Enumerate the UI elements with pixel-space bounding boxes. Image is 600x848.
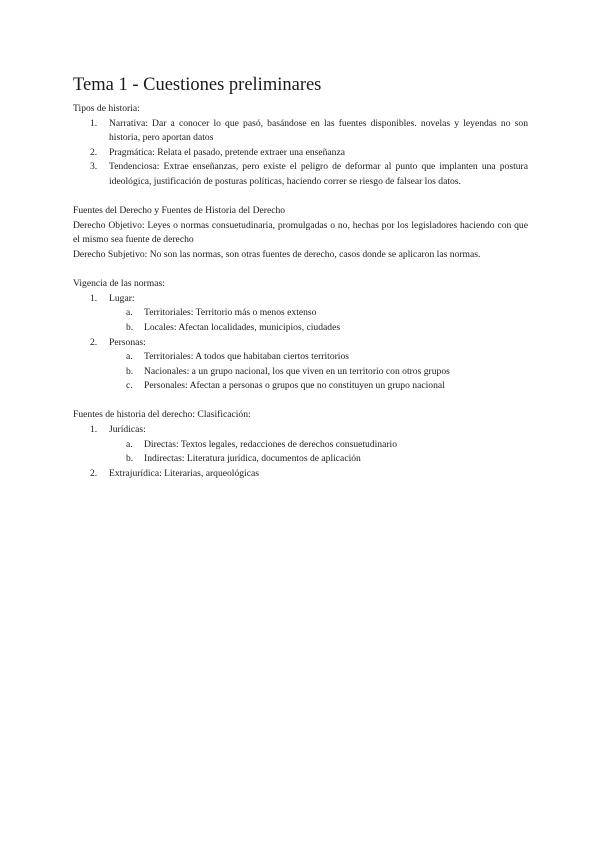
fuentes-heading: Fuentes del Derecho y Fuentes de Historia del Derecho	[73, 205, 286, 217]
document-content	[73, 74, 528, 481]
clasificacion-list	[73, 423, 528, 481]
list-item: 2. Pragmática: Relata el pasado, pretende extraer una enseñanza	[90, 146, 345, 158]
page-title: Tema 1 - Cuestiones preliminares	[73, 75, 322, 95]
sub-list-item: b. Nacionales: a un grupo nacional, los que viven en un territorio con otros grupos	[126, 365, 450, 377]
list-item: 1. Jurídicas:	[90, 424, 146, 436]
tipos-heading: Tipos de historia:	[73, 103, 140, 114]
vigencia-list	[73, 292, 528, 394]
sub-list-item: a. Territoriales: Territorio más o menos extenso	[126, 307, 317, 319]
tipos-list	[73, 117, 528, 190]
list-item: 3. Tendenciosa: Extrae enseñanzas, pero existe el peligro de deformar al punto que implanten una postura ideológica, justificación de posturas políticas, haciendo correr se riesgo de falsear los datos.	[90, 161, 528, 187]
derecho-subjetivo: Derecho Subjetivo: No son las normas, son otras fuentes de derecho, casos donde se aplicaron las normas.	[73, 248, 481, 260]
sub-list-item: a. Territoriales: A todos que habitaban ciertos territorios	[126, 351, 350, 363]
list-item: 1. Lugar:	[90, 292, 135, 304]
vigencia-heading: Vigencia de las normas:	[73, 278, 165, 290]
list-item: 2. Extrajurídica: Literarias, arqueológicas	[90, 467, 259, 479]
list-item: 2. Personas:	[90, 336, 146, 348]
derecho-objetivo: Derecho Objetivo: Leyes o normas consuetudinaria, promulgadas o no, hechas por los legisladores haciendo con que el mismo sea fuente de derecho	[73, 219, 528, 246]
sub-list-item: a. Directas: Textos legales, redacciones de derechos consuetudinario	[126, 438, 398, 450]
sub-list-item: c. Personales: Afectan a personas o grupos que no constituyen un grupo nacional	[126, 380, 445, 392]
sub-list-item: b. Indirectas: Literatura jurídica, documentos de aplicación	[126, 453, 361, 465]
list-item: 1. Narrativa: Dar a conocer lo que pasó, basándose en las fuentes disponibles. novelas y leyendas no son historia, pero aportan datos	[90, 117, 528, 144]
sub-list-item: b. Locales: Afectan localidades, municipios, ciudades	[126, 321, 341, 333]
clasificacion-heading: Fuentes de historia del derecho: Clasificación:	[73, 409, 251, 421]
